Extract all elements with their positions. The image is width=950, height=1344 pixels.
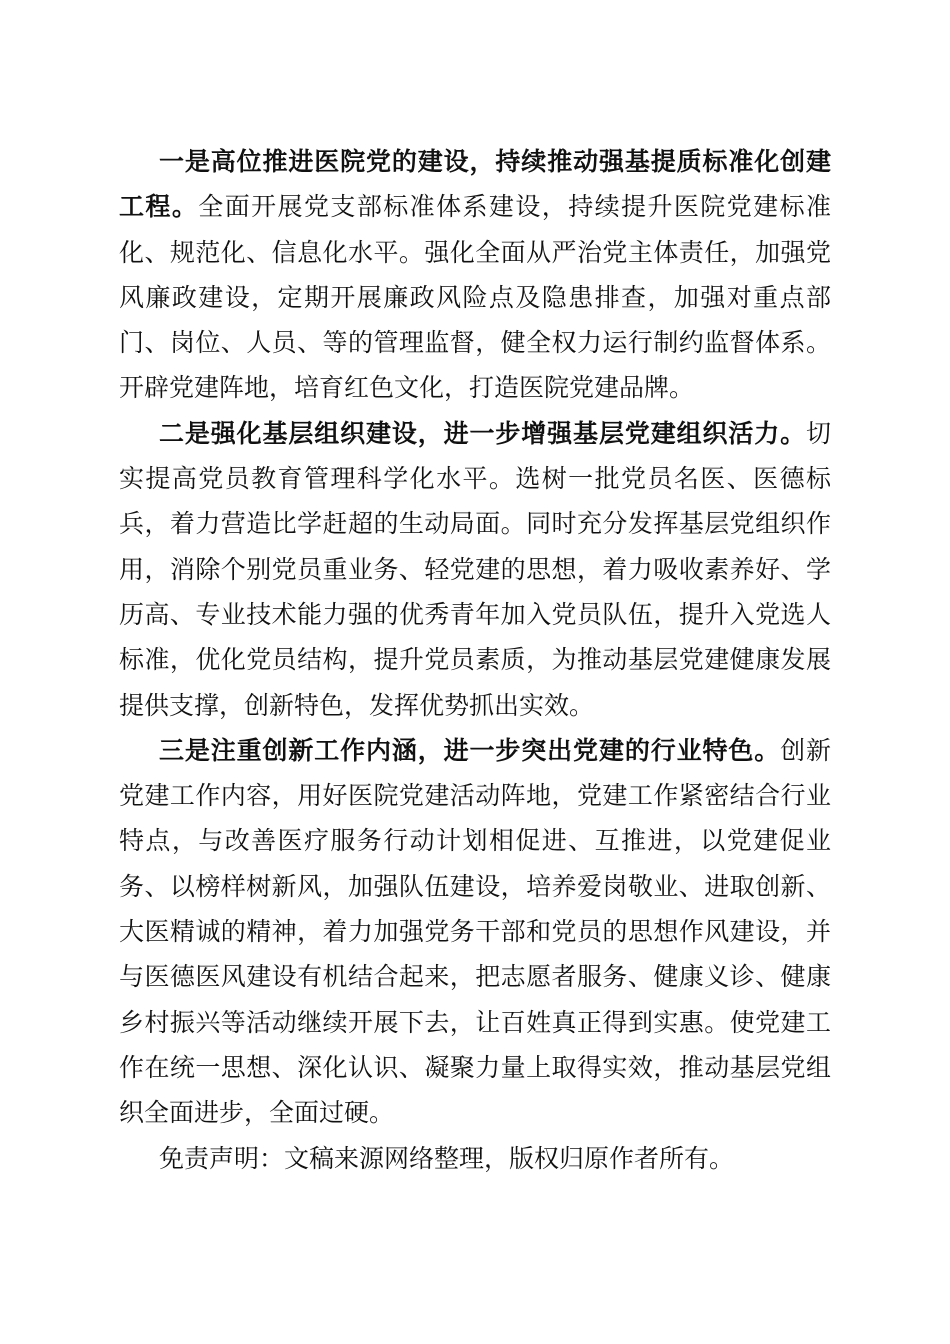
- paragraph-3-body: 创新党建工作内容，用好医院党建活动阵地，党建工作紧密结合行业特点，与改善医疗服务行动计划相促进、互推进，以党建促业务、以榜样树新风，加强队伍建设，培养爱岗敬业、进取创新、大医精诚的精神，着力加强党务干部和党员的思想作风建设，并与医德医风建设有机结合起来，把志愿者服务、健康义诊、健康乡村振兴等活动继续开展下去，让百姓真正得到实惠。使党建工作在统一思想、深化认识、凝聚力量上取得实效，推动基层党组织全面进步，全面过硬。: [119, 735, 831, 1128]
- paragraph-2-lead: 二是强化基层组织建设，进一步增强基层党建组织活力。: [159, 418, 806, 448]
- paragraph-1-body: 全面开展党支部标准体系建设，持续提升医院党建标准化、规范化、信息化水平。强化全面从严治党主体责任，加强党风廉政建设，定期开展廉政风险点及隐患排查，加强对重点部门、岗位、人员、等的管理监督，健全权力运行制约监督体系。开辟党建阵地，培育红色文化，打造医院党建品牌。: [119, 192, 831, 403]
- paragraph-1: [119, 139, 831, 411]
- paragraph-3-lead: 三是注重创新工作内涵，进一步突出党建的行业特色。: [159, 735, 781, 765]
- disclaimer: 免责声明：文稿来源网络整理，版权归原作者所有。: [159, 1143, 735, 1173]
- document-page: [119, 139, 831, 1181]
- paragraph-3: [119, 728, 831, 1136]
- paragraph-1-lead: 一是高位推进医院党的建设，持续推动强基提质标准化创建工程。: [119, 147, 831, 222]
- paragraph-2-body: 切实提高党员教育管理科学化水平。选树一批党员名医、医德标兵，着力营造比学赶超的生动局面。同时充分发挥基层党组织作用，消除个别党员重业务、轻党建的思想，着力吸收素养好、学历高、专业技术能力强的优秀青年加入党员队伍，提升入党选人标准，优化党员结构，提升党员素质，为推动基层党建健康发展提供支撑，创新特色，发挥优势抓出实效。: [119, 418, 831, 720]
- paragraph-2: [119, 411, 831, 728]
